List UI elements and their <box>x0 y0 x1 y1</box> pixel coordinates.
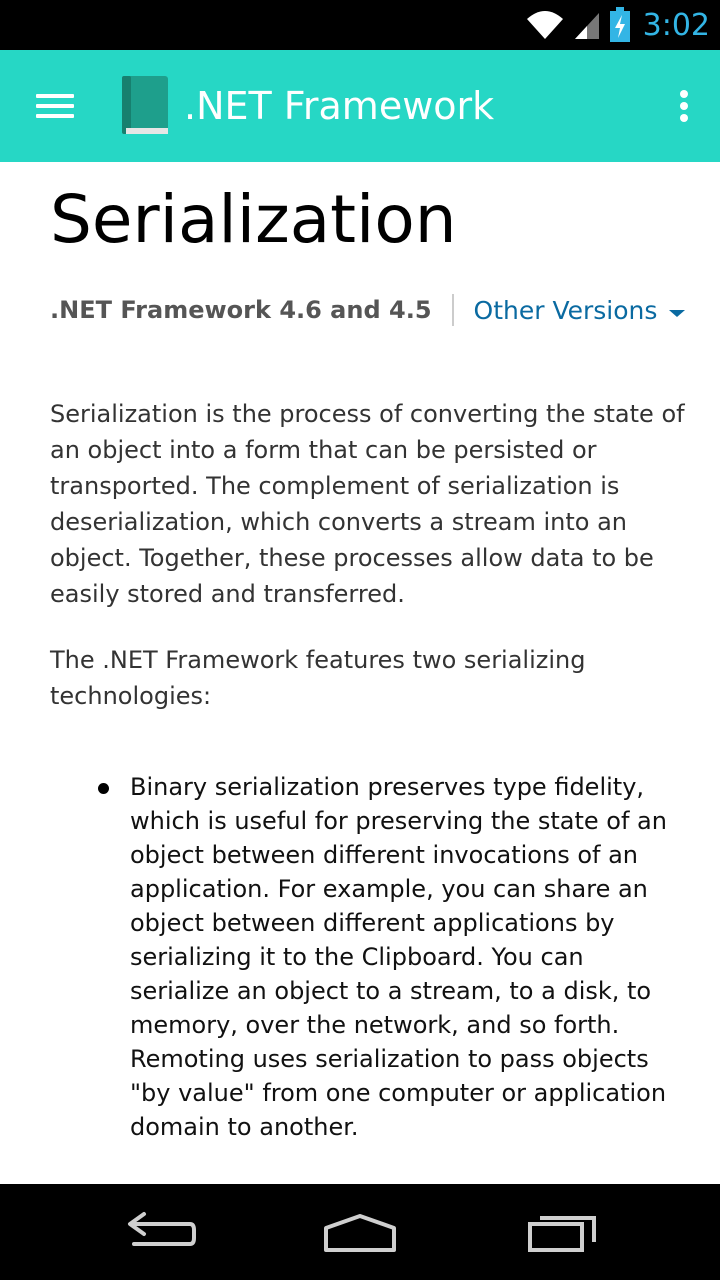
status-icons <box>525 0 720 50</box>
app-bar <box>0 50 720 162</box>
caret-down-icon <box>669 310 685 317</box>
menu-icon <box>36 94 74 98</box>
home-icon[interactable] <box>320 1204 400 1260</box>
overflow-menu-button[interactable] <box>672 86 696 126</box>
intro-paragraph: Serialization is the process of converting the state of an object into a form that can be persisted or transported. The complement of serialization is deserialization, which converts a stream into an object. Together, these processes allow data to be easily stored and transferred. <box>50 400 685 608</box>
signal-icon <box>573 9 601 41</box>
menu-button[interactable] <box>30 86 82 126</box>
technologies-paragraph: The .NET Framework features two serializing technologies: <box>50 646 586 710</box>
overflow-menu-icon-dot <box>680 102 688 110</box>
back-icon[interactable] <box>120 1204 200 1260</box>
technologies-list <box>96 770 676 1144</box>
status-bar <box>0 0 720 50</box>
overflow-menu-icon-dot <box>680 114 688 122</box>
version-divider <box>452 294 454 326</box>
nav-bar <box>0 1184 720 1280</box>
app-title: .NET Framework <box>184 84 495 128</box>
overflow-menu-icon <box>680 90 688 98</box>
battery-charging-icon <box>609 7 631 43</box>
other-versions-label: Other Versions <box>473 295 658 325</box>
bullet-icon <box>98 783 109 794</box>
wifi-icon <box>525 9 565 41</box>
status-clock: 3:02 <box>642 7 710 43</box>
current-version-label: .NET Framework 4.6 and 4.5 <box>50 296 432 324</box>
recents-icon[interactable] <box>520 1204 600 1260</box>
book-icon <box>116 74 172 138</box>
page-title: Serialization <box>50 181 457 258</box>
list-item-text: Binary serialization preserves type fidelity, which is useful for preserving the state of an object between different invocations of an application. For example, you can share an object between different applications by serializing it to the Clipboard. You can serialize an object to a stream, to a disk, to memory, over the network, and so forth. Remoting uses serialization to pass objects "by value" from one computer or application domain to another. <box>130 773 667 1141</box>
menu-icon-line <box>36 114 74 118</box>
article-content[interactable] <box>0 162 720 1184</box>
version-row <box>50 292 685 328</box>
menu-icon-line <box>36 104 74 108</box>
list-item <box>96 770 676 1144</box>
other-versions-dropdown[interactable] <box>474 296 686 325</box>
